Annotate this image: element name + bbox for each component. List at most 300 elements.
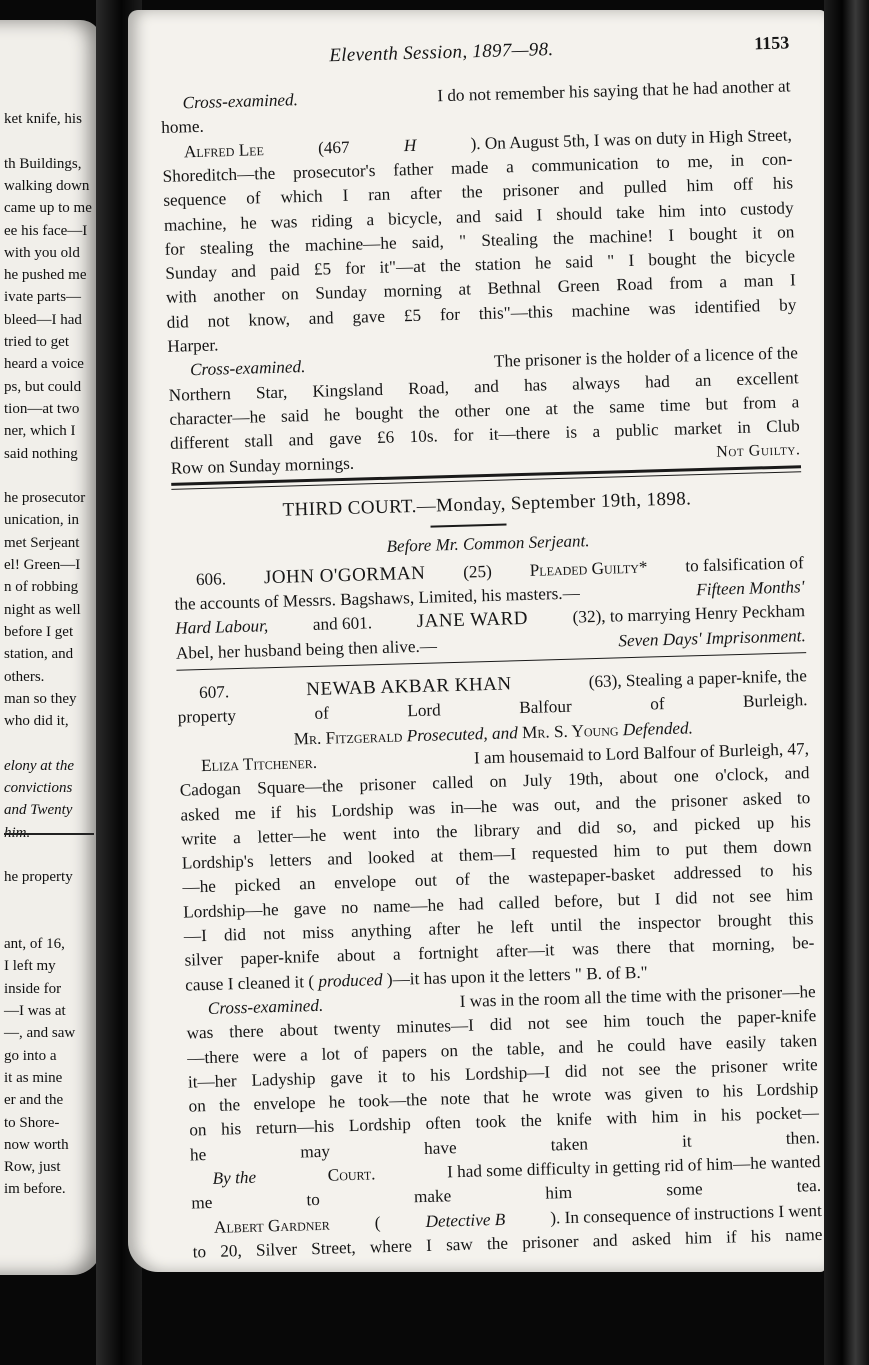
word: his [722, 1081, 744, 1101]
word: at [430, 846, 444, 866]
word: to [796, 787, 811, 807]
word: o'clock, [714, 764, 769, 785]
word: out [414, 870, 438, 891]
word: this"—this [478, 301, 553, 323]
word: con- [761, 149, 793, 170]
word: of [455, 870, 471, 890]
word: with [606, 1108, 638, 1129]
word: bought [648, 249, 697, 270]
text-run: (467 [317, 137, 350, 158]
word: was [604, 1084, 632, 1105]
word: put [685, 839, 708, 859]
word: on [776, 222, 795, 242]
text-run: and 601. [312, 613, 373, 635]
word: of [649, 694, 665, 714]
word: after [428, 918, 461, 939]
word: it"—at [379, 256, 426, 278]
text-run: ( [374, 1212, 381, 1233]
word: riding [311, 210, 353, 231]
word: the [486, 1233, 509, 1254]
word: so, [616, 816, 637, 837]
word: have [679, 1033, 713, 1054]
word: and [455, 206, 482, 227]
text-run: cause I cleaned it ( [184, 971, 315, 995]
word: was [511, 795, 540, 815]
word: he [240, 212, 257, 233]
word: was [270, 211, 298, 232]
word: it—there [488, 423, 551, 445]
word: prisoner [670, 789, 728, 811]
word: —there [186, 1046, 240, 1068]
word: see [638, 1059, 661, 1079]
word: called [431, 772, 474, 793]
word: always [571, 372, 621, 394]
page-number: 1153 [753, 32, 790, 54]
word: on [281, 284, 299, 305]
word: up [756, 812, 775, 833]
word: left [510, 916, 534, 937]
word: where [369, 1236, 413, 1257]
text-run: H [403, 135, 417, 155]
left-page-line: he prosecutor [4, 490, 86, 507]
word: see [749, 885, 772, 906]
left-page-line: er and the [4, 1092, 64, 1109]
word: took—the [358, 1090, 428, 1111]
word: Kingsland [312, 379, 384, 401]
word: £5 [313, 259, 332, 279]
word: took [475, 1112, 507, 1132]
left-page [0, 20, 102, 1275]
word: see [565, 1012, 588, 1033]
word: inspector [637, 912, 701, 933]
left-page-line: Row, just [4, 1159, 61, 1176]
word: and [784, 763, 810, 783]
word: requested [531, 842, 599, 863]
word: wrote [551, 1085, 592, 1106]
word: bought [355, 403, 404, 424]
left-page-line: night as well [4, 601, 81, 618]
word: a [505, 157, 515, 177]
word: it [752, 223, 763, 243]
word: anything [350, 920, 412, 941]
word: the [599, 914, 621, 935]
word: in [692, 1106, 707, 1126]
word: not [712, 886, 735, 907]
word: in—he [450, 796, 498, 817]
word: ran [367, 184, 391, 205]
word: then. [785, 1127, 820, 1148]
word: letters [269, 850, 312, 871]
word: for [439, 304, 461, 324]
word: Northern [168, 383, 232, 405]
word: and [536, 818, 562, 839]
left-page-line: walking down [4, 177, 90, 194]
word: but [617, 889, 640, 910]
word: morning [383, 280, 443, 302]
word: taken [779, 1030, 818, 1051]
word: for [164, 239, 185, 259]
text-run: Prosecuted, and [406, 722, 519, 745]
word: said, [411, 231, 445, 252]
word: I [654, 889, 661, 909]
word: if [725, 1227, 737, 1247]
left-page-line: before I get [4, 623, 74, 640]
word: down [773, 836, 812, 857]
word: there [616, 937, 652, 958]
word: character—he [169, 407, 267, 429]
word: write [180, 828, 217, 849]
word: brought [717, 910, 772, 931]
word: gave [328, 428, 362, 449]
word: another [213, 285, 266, 306]
word: asked [631, 1229, 672, 1250]
word: Road [616, 274, 653, 295]
word: did [564, 1061, 588, 1081]
word: Cadogan [179, 779, 242, 800]
word: the [268, 236, 290, 256]
word: name [784, 1224, 823, 1245]
word: on [188, 1096, 207, 1116]
word: Sunday [315, 282, 368, 304]
word: he [189, 1144, 207, 1165]
text-run: The prisoner is the holder of a licence of the [493, 343, 799, 372]
word: Lordship—he [182, 899, 279, 922]
word: I [628, 250, 635, 271]
word: pocket— [755, 1103, 820, 1125]
word: identified [694, 295, 761, 317]
word: after [409, 183, 442, 204]
word: make [413, 1186, 452, 1207]
word: had [458, 893, 484, 914]
word: that [483, 1087, 510, 1108]
word: he [534, 253, 552, 273]
text-run: ). In consequence of instructions I went [550, 1200, 823, 1228]
word: the [709, 248, 732, 268]
word: return—his [255, 1116, 335, 1139]
word: after—it [495, 940, 555, 962]
word: until [550, 915, 583, 936]
word: Burleigh. [742, 690, 808, 712]
word: communication [531, 153, 639, 176]
word: he [476, 917, 494, 938]
left-page-line: ket knife, his [4, 111, 82, 127]
left-page-line: —, and saw [4, 1025, 76, 1042]
right-page [128, 10, 826, 1272]
word: which [280, 186, 323, 207]
text-run: NEWAB AKBAR KHAN [305, 673, 512, 701]
text-run: (25) [462, 561, 493, 582]
left-page-line: —I was at [4, 1003, 66, 1019]
word: note [440, 1088, 471, 1109]
word: him [603, 1011, 631, 1032]
word: paper-knife [737, 1006, 817, 1028]
word: not [527, 1013, 550, 1034]
word: Ladyship [251, 1068, 316, 1090]
word: called [498, 892, 540, 913]
word: of [353, 1043, 369, 1063]
word: about [336, 945, 376, 966]
word: did [489, 1014, 513, 1035]
word: into [699, 199, 727, 220]
word: had [644, 371, 671, 392]
left-page-line: man so they [4, 690, 77, 707]
word: his [296, 801, 317, 821]
word: he [328, 1092, 346, 1112]
text-run: Row on Sunday mornings. [170, 453, 355, 478]
word: before, [554, 890, 604, 911]
left-page-line: he property [4, 869, 73, 886]
word: machine [571, 299, 631, 321]
word: given [644, 1082, 684, 1103]
word: Stealing [481, 229, 538, 250]
word: to [656, 152, 670, 173]
word: Green [557, 276, 600, 297]
header-title: Eleventh Session, 1897—98. [329, 38, 554, 67]
word: there [229, 1021, 264, 1042]
word: Lordship [755, 1079, 819, 1100]
word: pulled [623, 177, 667, 198]
word: custody [739, 197, 794, 219]
left-page-line: with you old [4, 244, 80, 261]
word: on [440, 1040, 459, 1061]
word: Sunday [165, 262, 218, 283]
left-page-line: convictions [4, 780, 73, 796]
left-page-line: and Twenty [4, 802, 73, 819]
word: a [719, 272, 728, 292]
word: from [669, 273, 703, 294]
text-run: I was in the room all the time with the prisoner—he [459, 981, 816, 1011]
word: a [392, 944, 401, 965]
word: Balfour [518, 697, 572, 718]
word: a [791, 392, 800, 412]
word: in [737, 417, 752, 438]
word: envelope [253, 1093, 316, 1114]
word: the [552, 228, 575, 248]
word: stealing [199, 237, 254, 258]
text-run: (63), Stealing a paper-knife, the [588, 666, 808, 692]
court-heading: THIRD COURT.—Monday, September 19th, 1898. [282, 488, 692, 521]
word: on [489, 771, 508, 792]
word: a [366, 209, 375, 229]
word: should [555, 203, 603, 224]
word: the [218, 1095, 241, 1115]
left-page-line: ner, which I [4, 423, 76, 440]
word: a [592, 422, 601, 442]
word: I [536, 204, 543, 225]
word: them—I [458, 844, 517, 866]
word: was [571, 939, 600, 960]
text-run: Cross-examined. [189, 357, 306, 380]
text-run: JOHN O'GORMAN [263, 562, 426, 589]
word: his [791, 860, 813, 881]
short-rule [430, 523, 506, 527]
word: did [675, 887, 698, 908]
word: and [558, 1037, 584, 1057]
text-run: to falsification of [685, 552, 804, 576]
left-page-line: unication, in [4, 512, 79, 529]
word: an [298, 874, 316, 894]
word: him [686, 175, 714, 196]
word: write [782, 1054, 818, 1075]
word: know, [248, 309, 291, 330]
word: picked [234, 875, 281, 896]
word: bought [689, 223, 738, 245]
left-page-line: tion—at two [4, 400, 80, 417]
word: Square—the [256, 776, 344, 798]
left-page-line: im before. [4, 1181, 66, 1198]
word: same [608, 396, 645, 417]
word: did [223, 924, 247, 945]
judge-line: Before Mr. Common Serjeant. [386, 530, 590, 556]
word: may [300, 1141, 331, 1162]
word: has [523, 374, 548, 395]
word: Shoreditch—the [162, 163, 276, 186]
word: one [505, 399, 531, 420]
left-page-line: ivate parts— [4, 289, 82, 306]
word: his [429, 1065, 451, 1085]
word: he [596, 1036, 614, 1056]
word: for [453, 425, 474, 446]
word: at [458, 279, 472, 300]
word: take [615, 201, 645, 222]
word: and [327, 849, 353, 869]
word: twenty [333, 1018, 381, 1039]
word: to [695, 1082, 710, 1102]
word: Harper. [167, 335, 219, 356]
word: the [488, 868, 510, 889]
text-run: JANE WARD [416, 608, 529, 633]
word: 19th, [567, 769, 604, 790]
word: Silver [255, 1239, 298, 1260]
word: gave [329, 1067, 363, 1088]
word: about [619, 767, 658, 788]
word: tea. [796, 1176, 822, 1196]
word: on [189, 1120, 207, 1140]
word: and [652, 815, 679, 836]
word: the [700, 1008, 722, 1029]
word: prosecutor's [292, 160, 376, 183]
left-page-line: tried to get [4, 334, 69, 350]
text-run: Fifteen Months' [695, 577, 805, 600]
word: the [634, 791, 657, 812]
word: and [308, 307, 334, 328]
word: said [494, 205, 523, 226]
word: said [565, 252, 594, 272]
word: Lordship's [181, 851, 254, 873]
text-run: )—it has upon it the letters " B. of B." [386, 962, 648, 989]
word: them [722, 837, 758, 858]
left-page-line: who did it, [4, 713, 69, 730]
word: easily [725, 1031, 767, 1053]
word: man [743, 271, 774, 292]
left-page-line: came up to me [4, 200, 92, 217]
word: time [659, 395, 691, 416]
word: the [572, 397, 595, 418]
left-page-line: now worth [4, 1136, 69, 1153]
word: looked [367, 847, 416, 868]
left-page-line: inside for [4, 980, 62, 997]
word: to [401, 1066, 416, 1086]
word: him [613, 840, 641, 861]
word: a [232, 827, 242, 848]
word: in [730, 150, 745, 170]
word: with [165, 287, 197, 308]
left-page-line: others. [4, 668, 45, 685]
text-run: By the [212, 1167, 257, 1188]
word: it [377, 1066, 388, 1087]
text-run: I am housemaid to Lord Balfour of Burleigh, 47, [473, 739, 810, 768]
word: the [471, 1039, 494, 1060]
word: was [648, 298, 676, 319]
word: Lordship [348, 1114, 412, 1136]
word: Club [766, 416, 800, 437]
word: it [681, 1131, 692, 1151]
word: some [666, 1179, 703, 1200]
word: an [694, 370, 712, 390]
word: was [408, 798, 436, 818]
word: wastepaper-basket [528, 864, 656, 888]
word: it—her [187, 1071, 237, 1092]
word: out, [553, 794, 581, 814]
text-run: ). On August 5th, I was on duty in High Street, [470, 124, 792, 153]
word: 20, [220, 1241, 243, 1261]
word: me, [687, 151, 714, 172]
word: made [450, 157, 489, 178]
word: went [342, 824, 377, 844]
word: this [788, 909, 814, 929]
word: if [270, 802, 282, 822]
word: have [423, 1137, 457, 1158]
word: Lordship [331, 799, 394, 820]
word: different [169, 432, 230, 454]
word: his [220, 1119, 242, 1140]
word: Road, [408, 377, 450, 398]
word: that [668, 936, 695, 957]
text-run: Hard Labour, [175, 616, 269, 639]
word: did [166, 311, 189, 332]
word: at [545, 398, 559, 419]
left-page-line: el! Green—I [4, 557, 81, 573]
word: and [473, 376, 500, 396]
word: —he [182, 877, 217, 898]
word: 10s. [409, 426, 439, 447]
text-run: I do not remember his saying that he had another at [437, 76, 791, 106]
word: from [742, 392, 777, 413]
text-run: 606. [195, 569, 227, 589]
left-page-line: elony at the [4, 757, 74, 774]
word: picked [694, 813, 741, 835]
word: his [772, 173, 794, 194]
word: he [522, 1086, 539, 1107]
word: £5 [403, 305, 422, 325]
word: gave [293, 898, 327, 919]
word: be- [792, 933, 815, 953]
left-page-line: to Shore- [4, 1114, 60, 1131]
word: letter—he [257, 825, 327, 847]
left-page-rule [4, 833, 94, 835]
word: paper-knife [240, 947, 320, 969]
word: machine! [588, 226, 654, 247]
word: of [246, 188, 261, 208]
word: paid [269, 260, 300, 281]
word: addressed [673, 862, 742, 884]
word: machine—he [304, 233, 397, 255]
word: Bethnal [487, 277, 542, 299]
word: bicycle, [387, 207, 443, 229]
word: the [439, 255, 462, 276]
word: envelope [333, 872, 397, 893]
word: sequence [163, 189, 227, 211]
